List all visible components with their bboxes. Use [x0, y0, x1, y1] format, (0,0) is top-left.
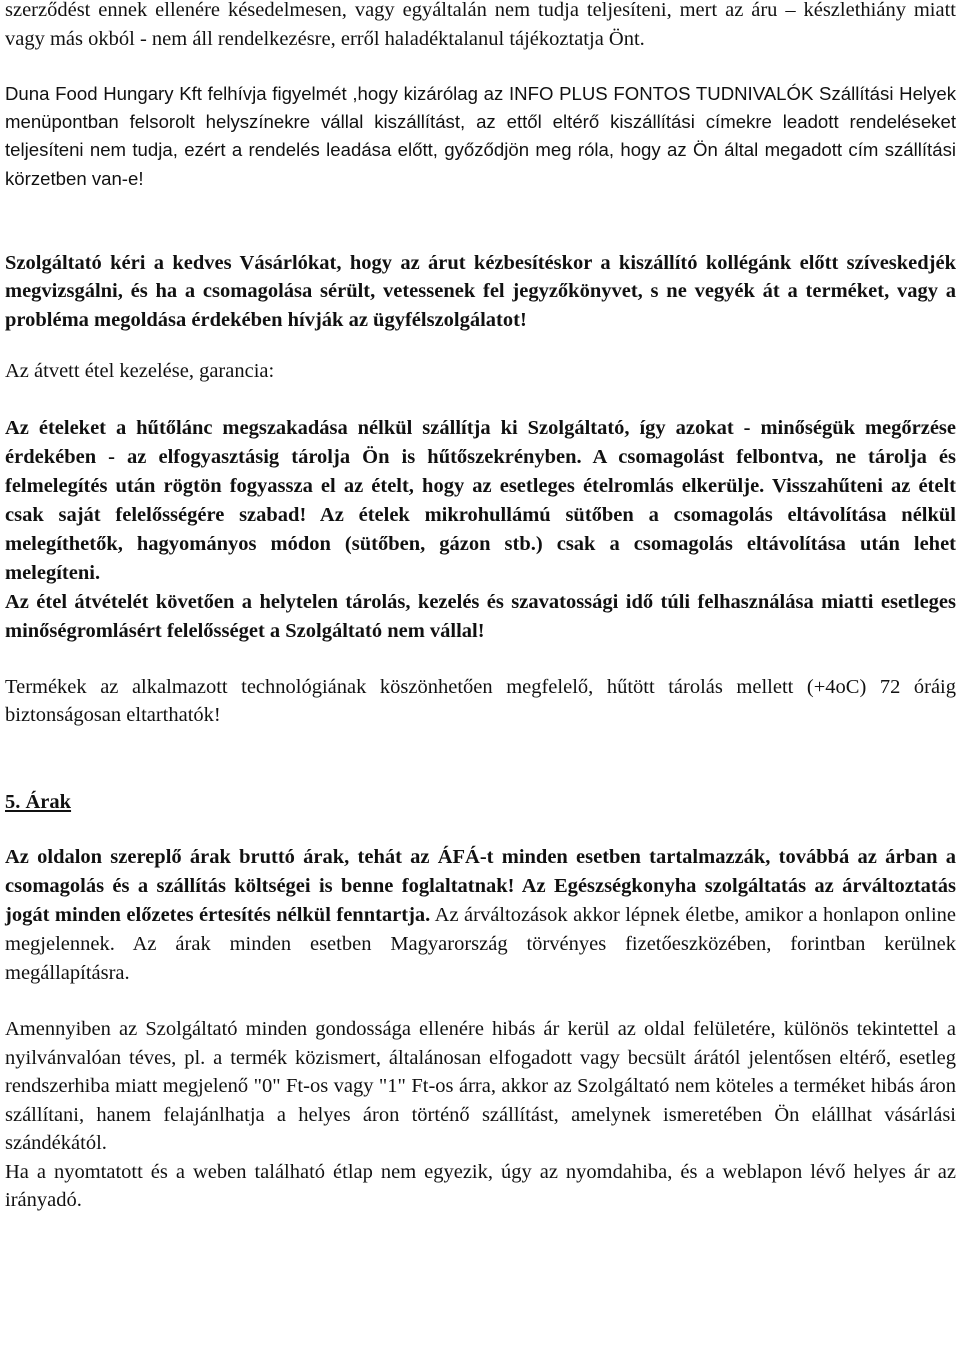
price-error-paragraph: Amennyiben az Szolgáltató minden gondossága ellenére hibás ár kerül az oldal felületére, különös tekintettel a nyilvánvalóan téves, pl. a termék közismert, általánosan elfogadott vagy becsült árától jelentősen eltérő, esetleg rendszerhiba miatt megjelenő "0" Ft-os vagy "1" Ft-os árra, akkor az Szolgáltató nem köteles a terméket hibás áron szállítani, hanem felajánlhatja a helyes áron történő szállítást, amelynek ismeretében Ön elállhat vásárlási szándékától. [5, 1018, 956, 1155]
cold-chain-paragraph: Az ételeket a hűtőlánc megszakadása nélkül szállítja ki Szolgáltató, így azokat - minőségük megőrzése érdekében - az elfogyasztásig tárolja Ön is hűtőszekrényben. A csomagolást felbontva, ne tárolja és felmelegítés után rögtön fogyassza el az ételt, hogy az esetleges ételromlás elkerülje. Visszahűteni az ételt csak saját felelősségére szabad! Az ételek mikrohullámú sütőben a csomagolás eltávolítása nélkül melegíthetők, hagyományos módon (sütőben, gázon stb.) csak a csomagolás eltávolítása után lehet melegíteni. [5, 416, 956, 584]
duna-food-notice-paragraph: Duna Food Hungary Kft felhívja figyelmét ,hogy kizárólag az INFO PLUS FONTOS TUDNIVALÓK Szállítási Helyek menüpontban felsorolt helyszínekre vállal kiszállítást, az ettől eltérő kiszállítási címekre leadott rendeléseket teljesíteni nem tudja, ezért a rendelés leadása előtt, győződjön meg róla, hogy az Ön által megadott cím szállítási körzetben van-e! [5, 83, 956, 189]
prices-regular-text: Az árváltozások akkor lépnek életbe, amikor a honlapon online megjelennek. Az árak minden esetben Magyarország törvényes fizetőeszközében, forintban kerülnek megállapításra. [5, 904, 956, 985]
food-handling-heading: Az átvett étel kezelése, garancia: [5, 360, 275, 383]
liability-paragraph: Az étel átvételét követően a helytelen tárolás, kezelés és szavatossági idő túli felhasználása miatti esetleges minőségromlásért felelősséget a Szolgáltató nem vállal! [5, 590, 956, 642]
section-5-heading: 5. Árak [5, 790, 72, 813]
intro-continuation-paragraph: szerződést ennek ellenére késedelmesen, vagy egyáltalán nem tudja teljesíteni, mert az áru – készlethiány miatt vagy más okból - nem áll rendelkezésre, erről haladéktalanul tájékoztatja Önt. [5, 0, 956, 50]
prices-bold-text: Az oldalon szereplő árak bruttó árak, tehát az ÁFÁ-t minden esetben tartalmazzák, továbbá az árban a csomagolás és a szállítás költségei is benne foglaltatnak! Az Egészségkonyha szolgáltatás az árváltoztatás jogát minden előzetes értesítés nélkül fenntartja. [5, 846, 956, 927]
storage-note-paragraph: Termékek az alkalmazott technológiának köszönhetően megfelelő, hűtött tárolás mellett (+4oC) 72 óráig biztonságosan eltarthatók! [5, 675, 956, 727]
inspection-request-paragraph: Szolgáltató kéri a kedves Vásárlókat, hogy az árut kézbesítéskor a kiszállító kollégánk előtt szíveskedjék megvizsgálni, és ha a csomagolása sérült, vetessenek fel jegyzőkönyvet, s ne vegyék át a terméket, vagy a probléma megoldása érdekében hívják az ügyfélszolgálatot! [5, 251, 956, 331]
prices-paragraph [5, 843, 956, 988]
menu-mismatch-paragraph: Ha a nyomtatott és a weben található étlap nem egyezik, úgy az nyomdahiba, és a weblapon lévő helyes ár az irányadó. [5, 1160, 956, 1212]
